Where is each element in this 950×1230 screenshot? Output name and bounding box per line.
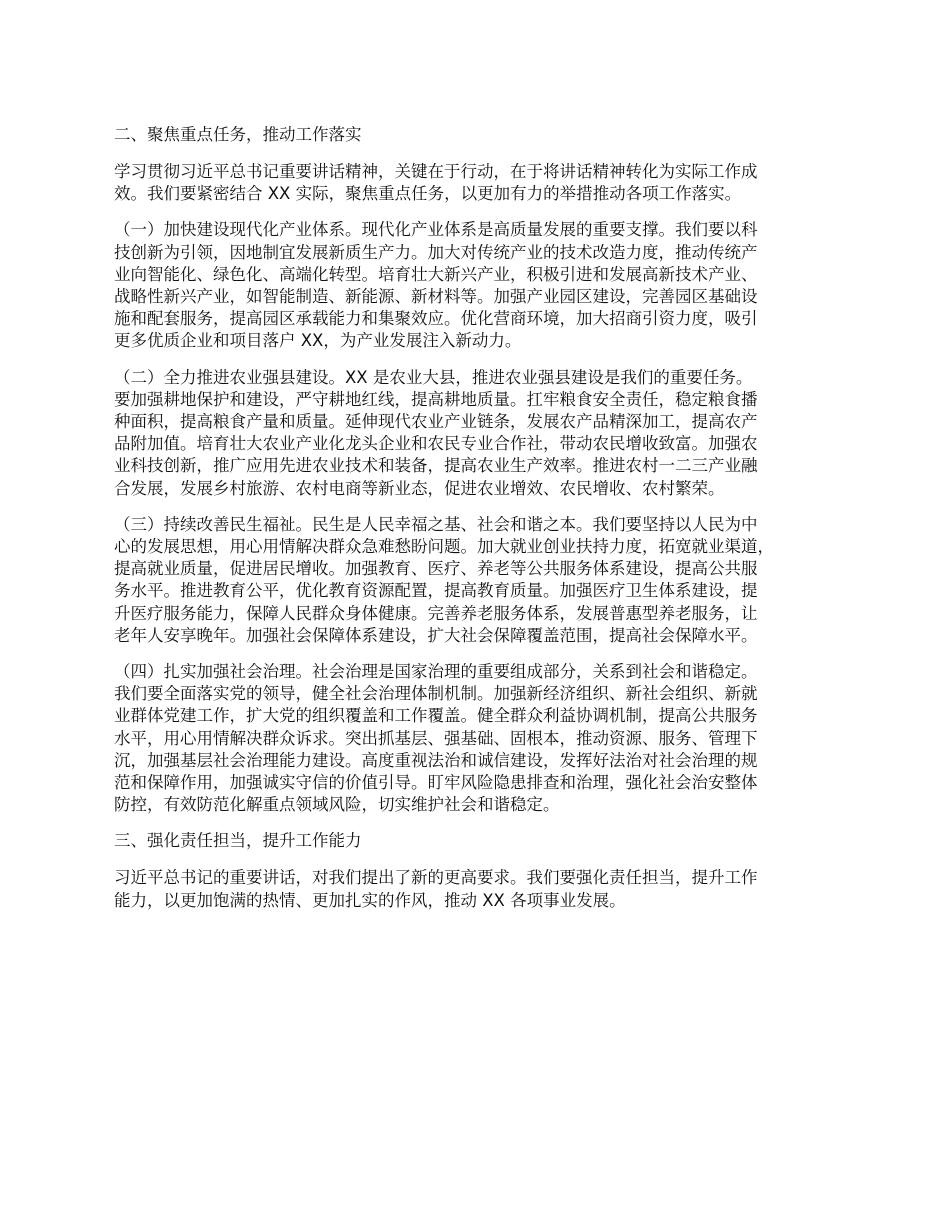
text-line: （二）全力推进农业强县建设。XX 是农业大县，推进农业强县建设是我们的重要任务。 [114,367,753,387]
section-heading-1 [114,124,854,146]
text-line: 升医疗服务能力，保障人民群众身体健康。完善养老服务体系，发展普惠型养老服务，让 [114,603,758,623]
paragraph-4 [114,514,854,647]
text-line: 学习贯彻习近平总书记重要讲话精神，关键在于行动，在于将讲话精神转化为实际工作成 [114,162,758,181]
text-line: 种面积，提高粮食产量和质量。延伸现代农业产业链条，发展农产品精深加工，提高农产 [114,412,758,432]
text-line: 习近平总书记的重要讲话，对我们提出了新的更高要求。我们要强化责任担当，提升工作 [114,868,758,888]
paragraph-2 [114,219,854,352]
text-line: 技创新为引领，因地制宜发展新质生产力。加大对传统产业的技术改造力度，推动传统产 [114,242,758,262]
text-line: （三）持续改善民生福祉。民生是人民幸福之基、社会和谐之本。我们要坚持以人民为中 [114,514,758,534]
section-heading-2 [114,830,854,852]
text-line: 三、强化责任担当，提升工作能力 [114,831,362,851]
text-line: 我们要全面落实党的领导，健全社会治理体制机制。加强新经济组织、新社会组织、新就 [114,684,758,704]
text-line: 效。我们要紧密结合 XX 实际，聚焦重点任务，以更加有力的举措推动各项工作落实。 [114,184,742,204]
text-line: 要加强耕地保护和建设，严守耕地红线，提高耕地质量。扛牢粮食安全责任，稳定粮食播 [114,389,758,409]
document-page [114,124,854,926]
text-line: 更多优质企业和项目落户 XX，为产业发展注入新动力。 [114,331,522,351]
text-line: 沉，加强基层社会治理能力建设。高度重视法治和诚信建设，发挥好法治对社会治理的规 [114,750,758,770]
text-line: 战略性新兴产业，如智能制造、新能源、新材料等。加强产业园区建设，完善园区基础设 [114,287,758,307]
paragraph-3 [114,367,854,500]
text-line: 心的发展思想，用心用情解决群众急难愁盼问题。加大就业创业扶持力度，拓宽就业渠道， [114,537,774,557]
text-line: 防控，有效防范化解重点领域风险，切实维护社会和谐稳定。 [114,795,560,815]
text-line: 二、聚焦重点任务，推动工作落实 [114,125,362,144]
text-line: 范和保障作用，加强诚实守信的价值引导。盯牢风险隐患排查和治理，强化社会治安整体 [114,773,758,793]
text-line: 老年人安享晚年。加强社会保障体系建设，扩大社会保障覆盖范围，提高社会保障水平。 [114,625,758,645]
text-line: 业科技创新，推广应用先进农业技术和装备，提高农业生产效率。推进农村一二三产业融 [114,456,758,476]
document-body [114,124,854,912]
text-line: 提高就业质量，促进居民增收。加强教育、医疗、养老等公共服务体系建设，提高公共服 [114,559,758,579]
text-line: 务水平。推进教育公平，优化教育资源配置，提高教育质量。加强医疗卫生体系建设，提 [114,581,758,601]
text-line: 能力，以更加饱满的热情、更加扎实的作风，推动 XX 各项事业发展。 [114,890,626,910]
text-line: 水平，用心用情解决群众诉求。突出抓基层、强基础、固根本，推动资源、服务、管理下 [114,728,758,748]
text-line: 施和配套服务，提高园区承载能力和集聚效应。优化营商环境，加大招商引资力度，吸引 [114,309,758,329]
text-line: 业向智能化、绿色化、高端化转型。培育壮大新兴产业，积极引进和发展高新技术产业、 [114,264,758,284]
text-line: 合发展，发展乡村旅游、农村电商等新业态，促进农业增效、农民增收、农村繁荣。 [114,478,725,498]
text-line: 品附加值。培育壮大农业产业化龙头企业和农民专业合作社，带动农民增收致富。加强农 [114,434,758,454]
paragraph-6 [114,867,854,911]
text-line: （四）扎实加强社会治理。社会治理是国家治理的重要组成部分，关系到社会和谐稳定。 [114,662,758,682]
text-line: 业群体党建工作，扩大党的组织覆盖和工作覆盖。健全群众利益协调机制，提高公共服务 [114,706,758,726]
paragraph-5 [114,661,854,816]
paragraph-1 [114,161,854,205]
text-line: （一）加快建设现代化产业体系。现代化产业体系是高质量发展的重要支撑。我们要以科 [114,220,758,240]
